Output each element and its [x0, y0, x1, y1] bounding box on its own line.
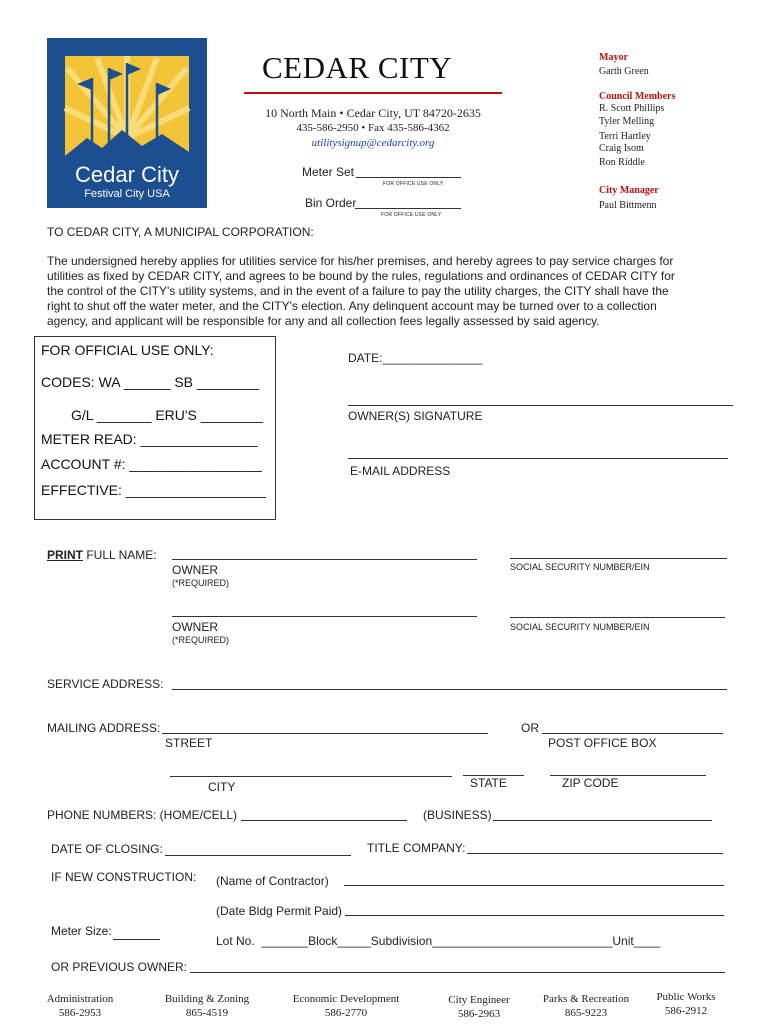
phone-business-label: (BUSINESS) — [423, 808, 492, 822]
phone-home-field[interactable] — [241, 820, 407, 821]
logo-title: Cedar City — [75, 162, 179, 187]
official-use-box — [34, 336, 276, 520]
bin-order-field[interactable] — [355, 208, 461, 209]
meter-size-field[interactable] — [113, 939, 160, 940]
footer-dept: Economic Development — [292, 993, 400, 1005]
date-field[interactable]: DATE:_______________ — [348, 351, 483, 365]
footer-phone: 586-2963 — [457, 1008, 501, 1020]
contractor-field[interactable] — [344, 885, 724, 886]
header-red-rule — [244, 92, 502, 94]
intro-line: The undersigned hereby applies for utilities service for his/her premises, and hereby agrees to pay service charges for — [47, 254, 674, 268]
phone-home-label: PHONE NUMBERS: (HOME/CELL) — [47, 808, 238, 822]
contractor-label: (Name of Contractor) — [216, 874, 329, 888]
salutation: TO CEDAR CITY, A MUNICIPAL CORPORATION: — [47, 225, 314, 239]
mayor-name: Garth Green — [599, 66, 649, 77]
footer-building-zoning — [152, 992, 262, 1020]
gl-eru-field[interactable]: G/L _______ ERU'S ________ — [71, 407, 264, 423]
or-label: OR — [521, 721, 539, 735]
meter-set-field[interactable] — [356, 177, 461, 178]
mailing-address-label: MAILING ADDRESS: — [47, 721, 161, 735]
owner-2-label: OWNER — [172, 620, 218, 634]
intro-line: right to shut off the water meter, and the CITY's election. Any delinquent account may be turned over to a collection — [47, 299, 657, 313]
title-company-label: TITLE COMPANY: — [367, 841, 466, 855]
footer-public-works — [644, 990, 728, 1018]
manager-name: Paul Bittmenn — [599, 200, 657, 211]
footer-economic-development — [283, 992, 409, 1020]
intro-paragraph — [47, 254, 737, 329]
footer-city-engineer — [434, 993, 524, 1021]
previous-owner-field[interactable] — [190, 972, 725, 973]
city-title: CEDAR CITY — [262, 50, 453, 85]
footer-dept: Public Works — [656, 991, 716, 1003]
phone-line: 435-586-2950 • Fax 435-586-4362 — [296, 122, 450, 134]
owner-1-ssn-label: SOCIAL SECURITY NUMBER/EIN — [510, 562, 650, 572]
owner-1-required: (*REQUIRED) — [172, 578, 230, 588]
intro-line: the control of the CITY's utility systems, and in the event of a failure to pay the utility charges, the CITY shall have the — [47, 284, 669, 298]
footer-phone: 586-2953 — [58, 1007, 102, 1019]
owner-1-ssn-field[interactable] — [510, 558, 727, 559]
footer-phone: 586-2912 — [664, 1005, 708, 1017]
owner-signature-line[interactable] — [348, 405, 733, 406]
codes-field[interactable]: CODES: WA ______ SB ________ — [41, 374, 260, 390]
office-use-note: FOR OFFICE USE ONLY — [381, 212, 442, 218]
service-address-label: SERVICE ADDRESS: — [47, 677, 164, 691]
owner-2-required: (*REQUIRED) — [172, 635, 230, 645]
footer-phone: 586-2770 — [324, 1007, 368, 1019]
email-address-line[interactable] — [348, 458, 728, 459]
footer-administration — [35, 992, 125, 1020]
po-box-label: POST OFFICE BOX — [548, 736, 657, 750]
intro-line: utilities as fixed by CEDAR CITY, and agrees to be bound by the rules, regulations and ordinances of CEDAR CITY for — [47, 269, 675, 283]
intro-line: agency, and applicant will be responsible for any and all collection fees legally assessed by said agency. — [47, 314, 600, 328]
footer-parks-recreation — [533, 992, 639, 1020]
footer-phone: 865-4519 — [185, 1007, 229, 1019]
date-closing-field[interactable] — [165, 855, 351, 856]
manager-heading: City Manager — [599, 185, 659, 196]
lot-block-subdivision-field[interactable]: Lot No. _______Block_____Subdivision___________________________Unit____ — [216, 934, 661, 948]
date-closing-label: DATE OF CLOSING: — [51, 842, 163, 856]
full-name-label — [47, 548, 157, 562]
council-member: Tyler Melling — [599, 116, 655, 127]
title-company-field[interactable] — [467, 853, 723, 854]
print-word: PRINT — [47, 548, 83, 562]
street-label: STREET — [165, 736, 213, 750]
email-address-label: E-MAIL ADDRESS — [350, 464, 451, 478]
city-field[interactable] — [170, 776, 452, 777]
account-field[interactable]: ACCOUNT #: _________________ — [41, 456, 262, 472]
office-use-note: FOR OFFICE USE ONLY — [383, 181, 444, 187]
meter-read-field[interactable]: METER READ: _______________ — [41, 431, 258, 447]
owner-2-name-field[interactable] — [172, 616, 477, 617]
owner-2-ssn-field[interactable] — [510, 617, 725, 618]
mayor-heading: Mayor — [599, 52, 628, 63]
meter-set-label: Meter Set — [302, 165, 355, 179]
footer-dept: Building & Zoning — [164, 993, 250, 1005]
full-name-text: FULL NAME: — [83, 548, 157, 562]
permit-date-field[interactable] — [345, 915, 724, 916]
zip-label: ZIP CODE — [562, 776, 619, 790]
owner-2-ssn-label: SOCIAL SECURITY NUMBER/EIN — [510, 622, 650, 632]
mailing-street-field[interactable] — [162, 733, 488, 734]
owner-signature-label: OWNER(S) SIGNATURE — [348, 409, 483, 423]
previous-owner-label: OR PREVIOUS OWNER: — [51, 960, 188, 974]
footer-dept: Administration — [46, 993, 114, 1005]
cedar-city-logo — [47, 38, 207, 208]
bin-order-label: Bin Order — [305, 196, 357, 210]
new-construction-label: IF NEW CONSTRUCTION: — [51, 870, 197, 884]
state-label: STATE — [470, 776, 507, 790]
council-member: Craig Isom — [599, 143, 644, 154]
owner-1-name-field[interactable] — [172, 559, 477, 560]
footer-dept: Parks & Recreation — [542, 993, 630, 1005]
logo-subtitle: Festival City USA — [84, 188, 170, 200]
permit-date-label: (Date Bldg Permit Paid) — [216, 904, 343, 918]
council-member: R. Scott Phillips — [599, 103, 665, 114]
official-use-title: FOR OFFICIAL USE ONLY: — [41, 342, 214, 358]
effective-field[interactable]: EFFECTIVE: __________________ — [41, 482, 266, 498]
phone-business-field[interactable] — [493, 820, 712, 821]
council-heading: Council Members — [599, 91, 676, 102]
city-label: CITY — [208, 780, 236, 794]
email-link[interactable]: utilitysignup@cedarcity.org — [311, 137, 435, 149]
address-line: 10 North Main • Cedar City, UT 84720-2635 — [265, 106, 481, 120]
footer-dept: City Engineer — [448, 994, 510, 1006]
footer-phone: 865-9223 — [564, 1007, 608, 1019]
council-member: Terri Hartley — [599, 131, 651, 142]
owner-1-label: OWNER — [172, 563, 218, 577]
meter-size-label: Meter Size: — [51, 924, 112, 938]
service-address-field[interactable] — [172, 689, 727, 690]
council-member: Ron Riddle — [599, 157, 645, 168]
po-box-field[interactable] — [542, 733, 723, 734]
